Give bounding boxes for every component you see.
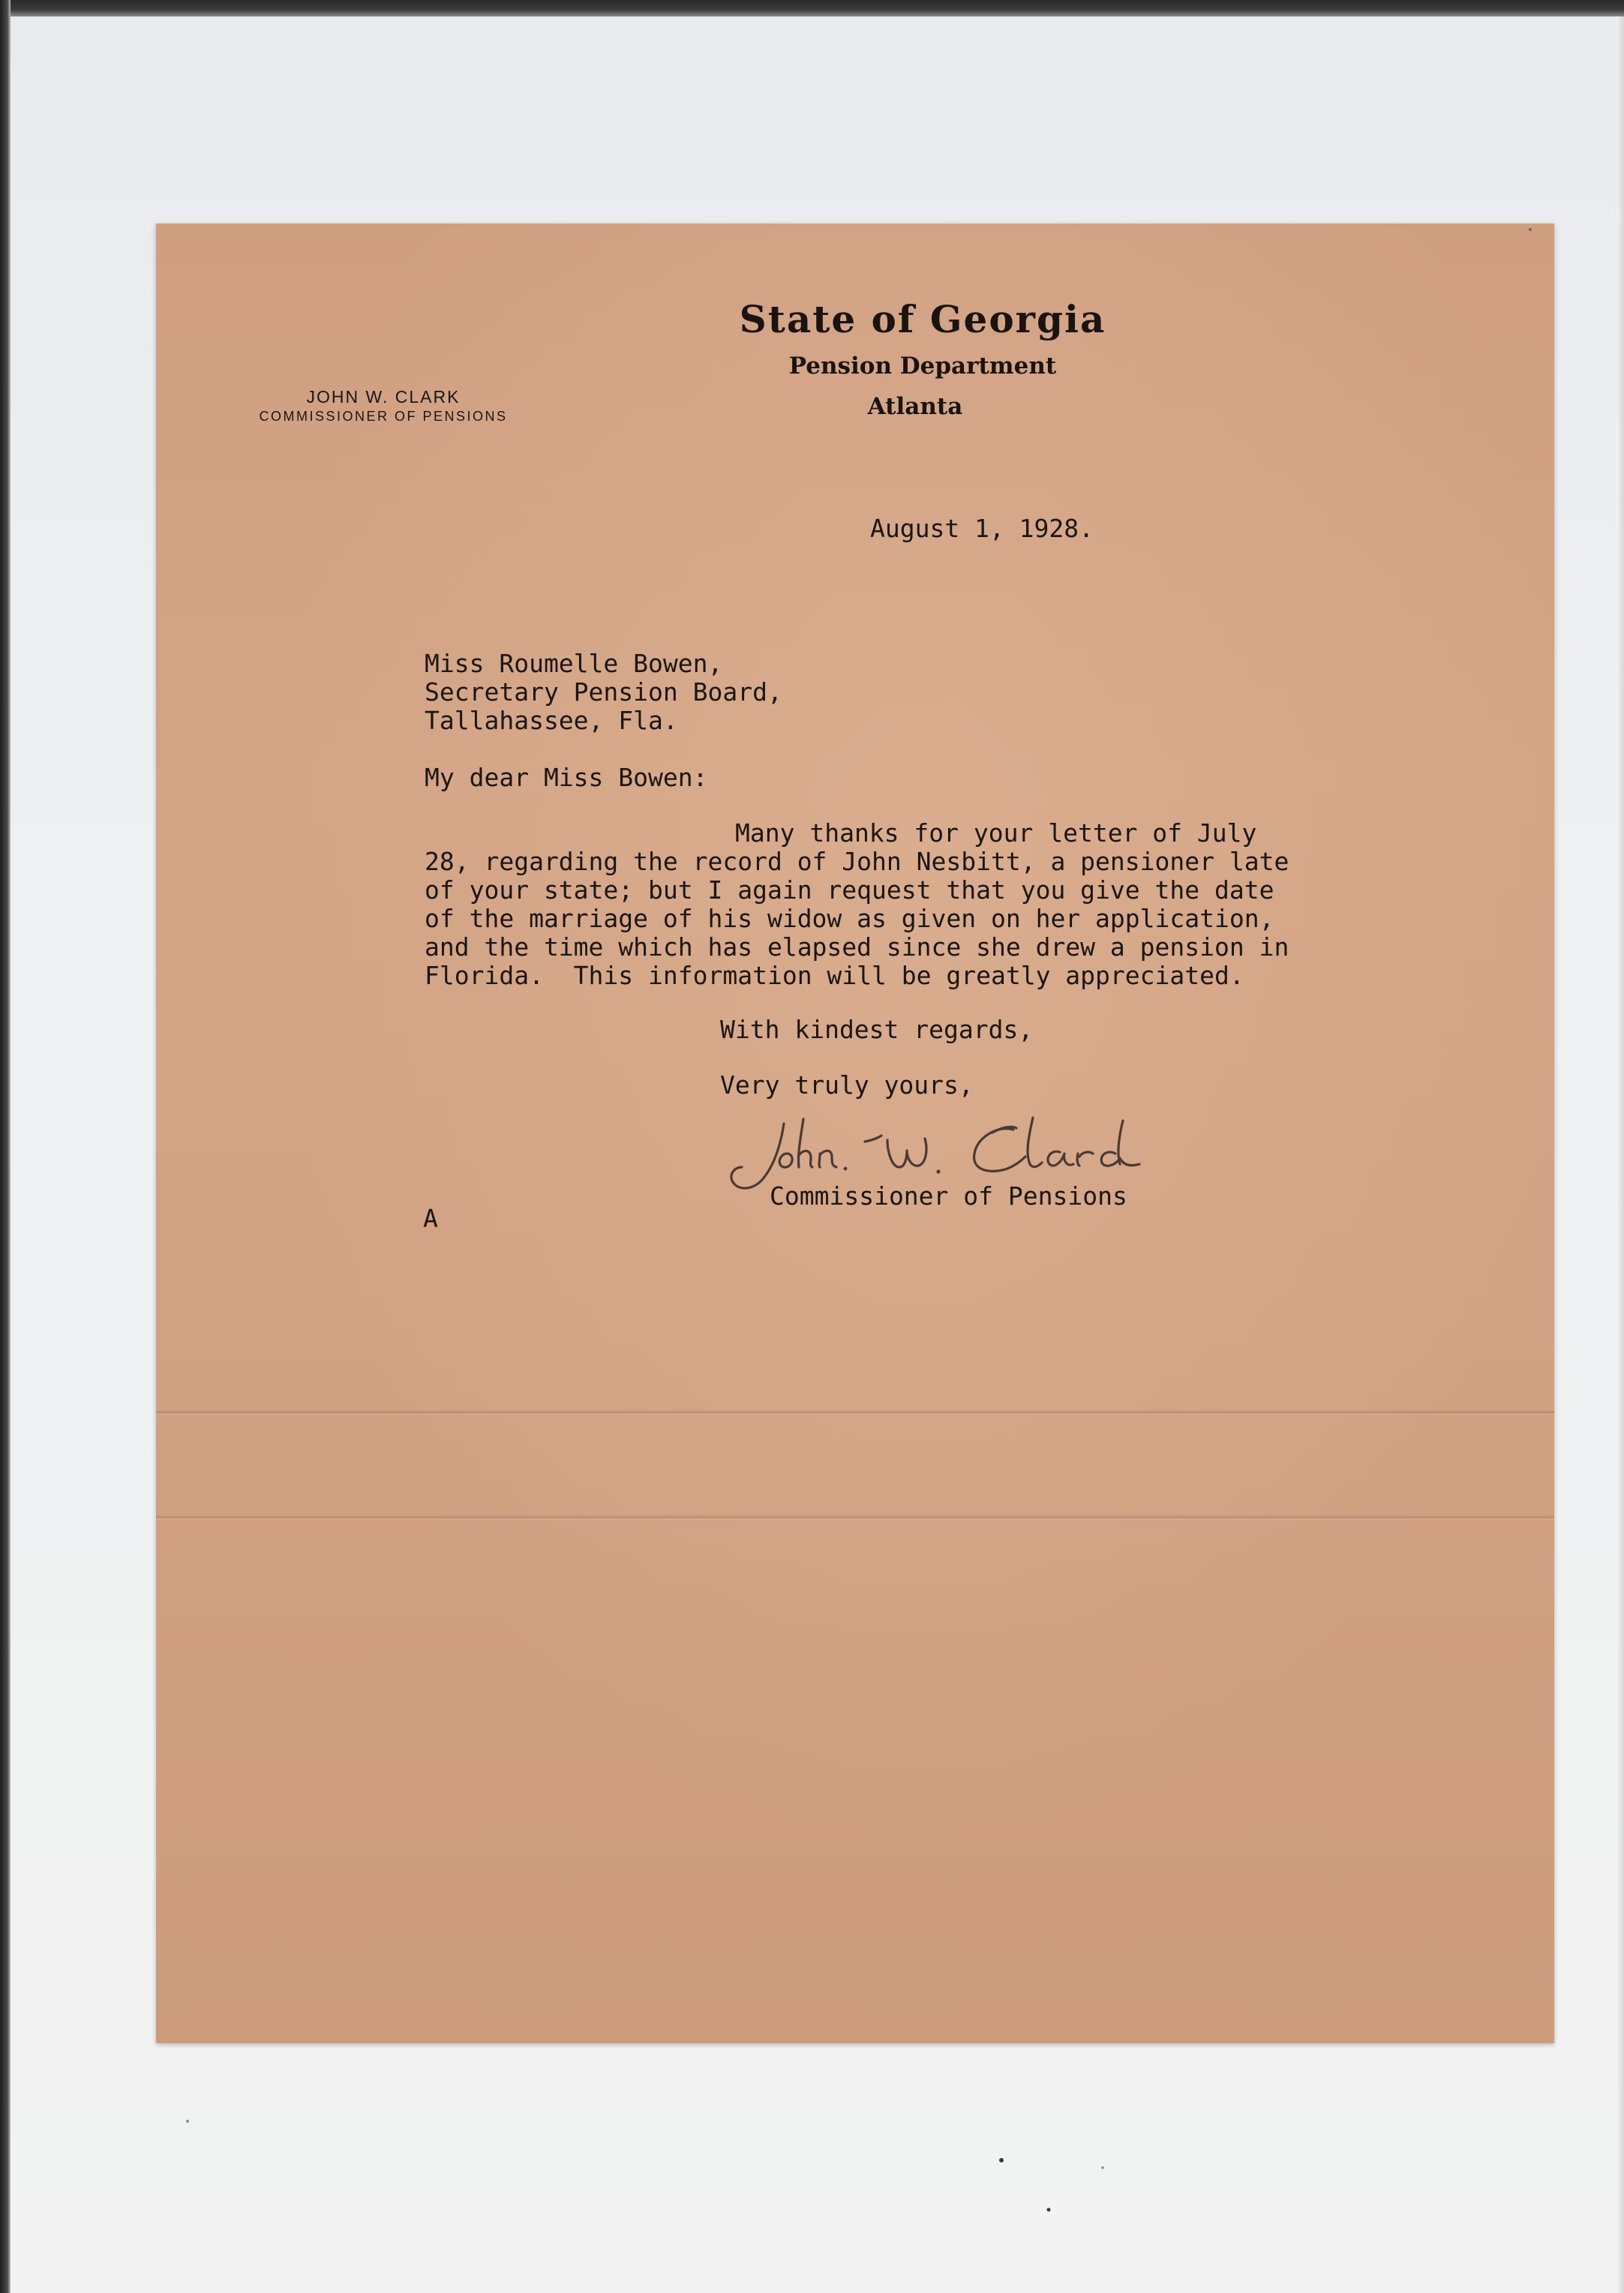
scanner-right-shadow — [1616, 17, 1624, 2293]
recipient-line: Secretary Pension Board, — [425, 677, 782, 707]
signer-title: Commissioner of Pensions — [770, 1181, 1127, 1211]
salutation: My dear Miss Bowen: — [425, 763, 708, 792]
body-line: and the time which has elapsed since she drew a pension in — [425, 932, 1289, 962]
recipient-line: Miss Roumelle Bowen, — [425, 649, 723, 678]
letterhead-title: State of Georgia — [739, 297, 1106, 341]
fold-line — [156, 1410, 1554, 1415]
scanner-top-edge — [0, 0, 1624, 17]
typist-initial: A — [423, 1204, 438, 1233]
body-line: Florida. This information will be greatly appreciated. — [425, 961, 1244, 990]
letter-date: August 1, 1928. — [870, 514, 1094, 543]
scanner-left-edge — [0, 0, 11, 2293]
body-line: 28, regarding the record of John Nesbitt, a pensioner late — [425, 847, 1289, 876]
commissioner-block — [237, 387, 530, 425]
body-line: Many thanks for your letter of July — [735, 818, 1257, 848]
recipient-line: Tallahassee, Fla. — [425, 706, 678, 735]
letterhead-city: Atlanta — [867, 393, 963, 420]
body-line: of your state; but I again request that you give the date — [425, 875, 1274, 905]
closing: With kindest regards, — [720, 1015, 1034, 1044]
commissioner-role: COMMISSIONER OF PENSIONS — [259, 409, 508, 424]
letter-paper — [156, 224, 1554, 2043]
letterhead-department: Pension Department — [788, 353, 1057, 380]
fold-line — [156, 1515, 1554, 1520]
valediction: Very truly yours, — [720, 1070, 974, 1100]
body-line: of the marriage of his widow as given on her application, — [425, 904, 1274, 933]
commissioner-name: JOHN W. CLARK — [306, 387, 461, 407]
